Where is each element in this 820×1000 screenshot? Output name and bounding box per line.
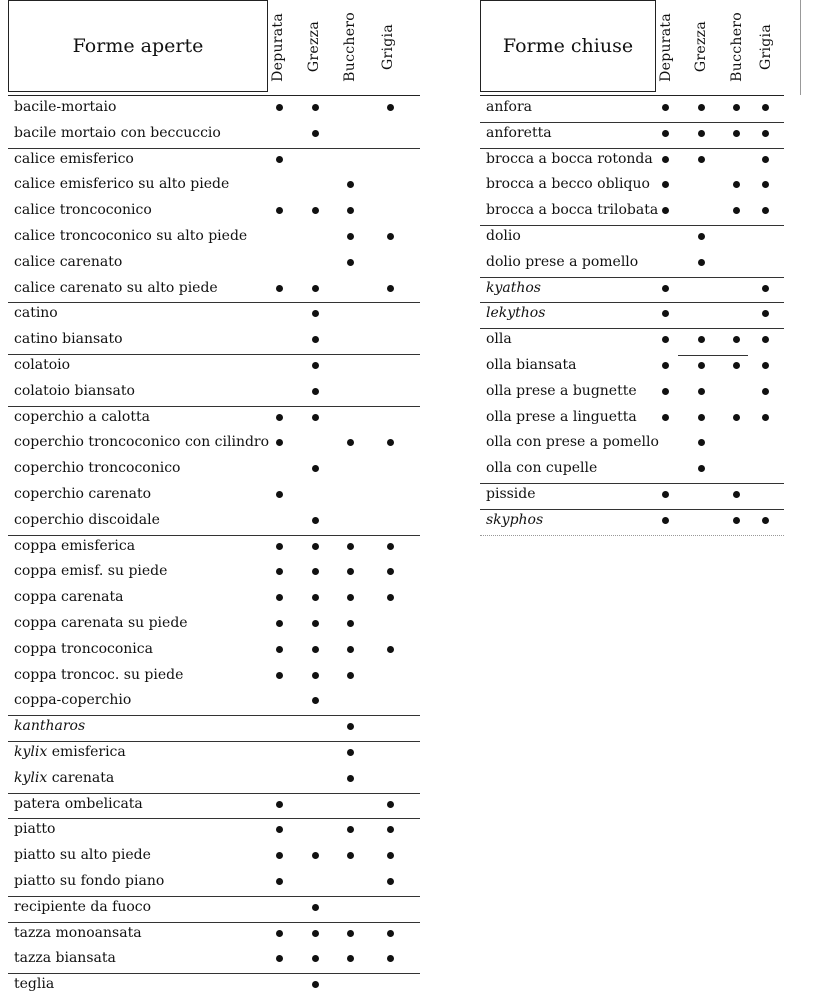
table-row [480, 173, 784, 199]
presence-dot-bucchero [347, 749, 354, 756]
table-row [8, 406, 420, 432]
table-row [8, 612, 420, 638]
presence-dot-grezza [698, 336, 705, 343]
table-row [480, 406, 784, 432]
presence-dot-grigia [387, 826, 394, 833]
presence-dot-bucchero [347, 568, 354, 575]
row-label: kantharos [14, 718, 86, 735]
presence-dot-depurata [276, 439, 283, 446]
presence-dot-grezza [312, 594, 319, 601]
presence-dot-bucchero [347, 852, 354, 859]
row-label: kyathos [486, 279, 541, 296]
row-label: coppa carenata [14, 589, 124, 606]
col-grigia: Grigia [758, 24, 774, 70]
presence-dot-bucchero [347, 233, 354, 240]
row-label: coppa troncoc. su piede [14, 666, 184, 683]
col-grezza: Grezza [306, 21, 322, 73]
row-label: coppa-coperchio [14, 692, 132, 709]
row-label: dolio [486, 228, 521, 244]
row-label: calice emisferico [14, 150, 134, 167]
presence-dot-grigia [762, 181, 769, 188]
row-label: calice carenato [14, 253, 123, 270]
presence-dot-depurata [662, 491, 669, 498]
table-row [480, 148, 784, 174]
table-row [8, 328, 420, 354]
presence-dot-depurata [276, 594, 283, 601]
table-row [480, 277, 784, 303]
presence-dot-grigia [762, 207, 769, 214]
presence-dot-depurata [662, 517, 669, 524]
closed-forms-table [480, 0, 784, 535]
presence-dot-grezza [312, 697, 319, 704]
row-label: coppa carenata su piede [14, 615, 188, 631]
row-label: calice emisferico su alto piede [14, 176, 230, 193]
presence-dot-grigia [762, 130, 769, 137]
closed-forms-header [480, 0, 784, 96]
table-row [8, 535, 420, 561]
table-row [8, 380, 420, 406]
presence-dot-depurata [662, 181, 669, 188]
table-row [480, 380, 784, 406]
row-label: anforetta [486, 124, 552, 141]
presence-dot-grigia [387, 852, 394, 859]
presence-dot-grezza [312, 414, 319, 421]
presence-dot-depurata [276, 491, 283, 498]
presence-dot-grezza [312, 207, 319, 214]
row-label: brocca a becco obliquo [486, 176, 650, 193]
table-row [8, 431, 420, 457]
presence-dot-bucchero [733, 336, 740, 343]
presence-dot-grigia [762, 104, 769, 111]
presence-dot-grezza [698, 130, 705, 137]
presence-dot-grezza [698, 259, 705, 266]
table-row [480, 328, 784, 354]
presence-dot-grigia [387, 439, 394, 446]
presence-dot-depurata [276, 826, 283, 833]
row-label: calice troncoconico su alto piede [14, 228, 248, 244]
presence-dot-grigia [387, 594, 394, 601]
table-row [8, 896, 420, 922]
table-row [8, 689, 420, 715]
presence-dot-bucchero [733, 130, 740, 137]
row-label: coppa emisferica [14, 537, 136, 554]
presence-dot-depurata [276, 543, 283, 550]
col-bucchero: Bucchero [729, 12, 745, 82]
presence-dot-grezza [312, 336, 319, 343]
row-label: pisside [486, 486, 536, 502]
table-row [8, 664, 420, 690]
table-row [480, 483, 784, 509]
table-row [8, 122, 420, 148]
closed-forms-body [480, 96, 784, 535]
presence-dot-grigia [387, 801, 394, 808]
olla-subrule [678, 355, 748, 356]
presence-dot-bucchero [733, 491, 740, 498]
row-label: kylix carenata [14, 769, 115, 786]
presence-dot-bucchero [733, 414, 740, 421]
presence-dot-grigia [762, 310, 769, 317]
presence-dot-grezza [312, 517, 319, 524]
presence-dot-depurata [276, 646, 283, 653]
presence-dot-grezza [312, 852, 319, 859]
col-grigia: Grigia [380, 24, 396, 70]
row-label: olla [486, 331, 512, 348]
presence-dot-grezza [312, 310, 319, 317]
presence-dot-bucchero [347, 259, 354, 266]
presence-dot-bucchero [347, 775, 354, 782]
row-label: olla prese a bugnette [486, 382, 637, 399]
presence-dot-grigia [387, 930, 394, 937]
row-label: catino [14, 305, 58, 322]
row-label: coperchio discoidale [14, 511, 160, 528]
presence-dot-grigia [762, 388, 769, 395]
col-depurata: Depurata [658, 12, 674, 82]
presence-dot-grezza [698, 104, 705, 111]
row-label: catino biansato [14, 331, 123, 348]
presence-dot-depurata [276, 156, 283, 163]
table-row [8, 947, 420, 973]
presence-dot-grezza [312, 646, 319, 653]
presence-dot-depurata [662, 104, 669, 111]
table-row [8, 148, 420, 174]
presence-dot-grigia [387, 233, 394, 240]
row-label: colatoio biansato [14, 382, 135, 399]
table-row [8, 251, 420, 277]
presence-dot-grigia [762, 414, 769, 421]
table-row [480, 96, 784, 122]
table-row [8, 457, 420, 483]
presence-dot-depurata [662, 285, 669, 292]
presence-dot-depurata [662, 414, 669, 421]
col-grezza: Grezza [693, 21, 709, 73]
row-label: tazza biansata [14, 950, 116, 967]
presence-dot-depurata [276, 568, 283, 575]
table-row [480, 122, 784, 148]
table-row [8, 225, 420, 251]
presence-dot-bucchero [347, 620, 354, 627]
presence-dot-grigia [387, 104, 394, 111]
presence-dot-grezza [312, 285, 319, 292]
presence-dot-bucchero [347, 955, 354, 962]
presence-dot-depurata [662, 336, 669, 343]
presence-dot-grigia [387, 285, 394, 292]
presence-dot-grezza [312, 543, 319, 550]
table-row [8, 509, 420, 535]
presence-dot-bucchero [347, 181, 354, 188]
row-label: coppa troncoconica [14, 640, 153, 657]
row-label: piatto su alto piede [14, 847, 151, 864]
table-row [8, 818, 420, 844]
presence-dot-depurata [276, 207, 283, 214]
closed-forms-title: Forme chiuse [480, 0, 656, 92]
table-end-rule [480, 535, 784, 536]
table-row [8, 922, 420, 948]
presence-dot-grezza [312, 465, 319, 472]
table-row [480, 457, 784, 483]
table-row [8, 638, 420, 664]
row-label: coperchio troncoconico con cilindro [14, 434, 270, 451]
presence-dot-bucchero [347, 207, 354, 214]
presence-dot-bucchero [347, 826, 354, 833]
presence-dot-grezza [312, 130, 319, 137]
presence-dot-depurata [276, 285, 283, 292]
presence-dot-depurata [276, 852, 283, 859]
presence-dot-grezza [312, 104, 319, 111]
presence-dot-bucchero [347, 439, 354, 446]
presence-dot-grezza [698, 156, 705, 163]
presence-dot-depurata [662, 156, 669, 163]
presence-dot-bucchero [347, 594, 354, 601]
presence-dot-grigia [762, 517, 769, 524]
presence-dot-bucchero [733, 104, 740, 111]
row-label: olla con prese a pomello [486, 434, 659, 451]
right-rule [800, 0, 801, 95]
row-label: lekythos [486, 305, 546, 322]
row-label: teglia [14, 976, 55, 993]
presence-dot-grigia [762, 156, 769, 163]
row-label: olla con cupelle [486, 460, 598, 477]
presence-dot-grigia [387, 543, 394, 550]
presence-dot-grezza [698, 439, 705, 446]
presence-dot-grezza [698, 465, 705, 472]
table-row [480, 431, 784, 457]
presence-dot-bucchero [733, 207, 740, 214]
col-depurata: Depurata [270, 12, 286, 82]
table-row [8, 767, 420, 793]
presence-dot-bucchero [347, 672, 354, 679]
row-label: piatto su fondo piano [14, 873, 165, 889]
presence-dot-grezza [312, 904, 319, 911]
row-label: brocca a bocca trilobata [486, 202, 659, 219]
presence-dot-bucchero [733, 517, 740, 524]
row-label: coperchio carenato [14, 486, 152, 502]
presence-dot-bucchero [733, 181, 740, 188]
row-label: brocca a bocca rotonda [486, 150, 653, 167]
table-row [8, 741, 420, 767]
table-row [480, 302, 784, 328]
table-row [8, 973, 420, 999]
open-forms-body [8, 96, 420, 999]
presence-dot-grezza [312, 955, 319, 962]
table-row [8, 302, 420, 328]
table-row [480, 354, 784, 380]
table-row [8, 277, 420, 303]
open-forms-title: Forme aperte [8, 0, 268, 92]
presence-dot-grezza [698, 233, 705, 240]
presence-dot-grezza [698, 388, 705, 395]
row-label: recipiente da fuoco [14, 898, 152, 915]
presence-dot-depurata [662, 388, 669, 395]
presence-dot-grezza [312, 388, 319, 395]
presence-dot-grigia [762, 285, 769, 292]
presence-dot-depurata [662, 310, 669, 317]
table-row [480, 251, 784, 277]
table-row [8, 199, 420, 225]
row-label: bacile mortaio con beccuccio [14, 124, 221, 141]
presence-dot-depurata [276, 414, 283, 421]
row-label: piatto [14, 821, 56, 838]
open-forms-header [8, 0, 420, 96]
row-label: coperchio a calotta [14, 408, 150, 425]
presence-dot-grezza [698, 362, 705, 369]
table-row [480, 225, 784, 251]
presence-dot-depurata [276, 672, 283, 679]
presence-dot-grezza [312, 981, 319, 988]
presence-dot-grezza [698, 414, 705, 421]
presence-dot-bucchero [733, 362, 740, 369]
presence-dot-depurata [276, 104, 283, 111]
table-row [8, 844, 420, 870]
presence-dot-grezza [312, 362, 319, 369]
row-label: coperchio troncoconico [14, 460, 181, 477]
presence-dot-grigia [387, 568, 394, 575]
row-label: olla biansata [486, 357, 577, 373]
presence-dot-depurata [276, 878, 283, 885]
presence-dot-bucchero [347, 543, 354, 550]
presence-dot-grezza [312, 620, 319, 627]
presence-dot-grigia [762, 336, 769, 343]
presence-dot-grigia [387, 646, 394, 653]
presence-dot-grigia [762, 362, 769, 369]
table-row [8, 173, 420, 199]
table-row [480, 199, 784, 225]
presence-dot-depurata [276, 955, 283, 962]
table-row [8, 560, 420, 586]
presence-dot-depurata [276, 801, 283, 808]
table-row [8, 870, 420, 896]
presence-dot-bucchero [347, 723, 354, 730]
presence-dot-grigia [387, 878, 394, 885]
presence-dot-bucchero [347, 646, 354, 653]
presence-dot-depurata [276, 620, 283, 627]
presence-dot-grezza [312, 672, 319, 679]
table-row [8, 586, 420, 612]
row-label: calice carenato su alto piede [14, 279, 218, 296]
presence-dot-grigia [387, 955, 394, 962]
row-label: bacile-mortaio [14, 99, 117, 115]
table-row [480, 509, 784, 535]
row-label: kylix emisferica [14, 744, 126, 760]
presence-dot-depurata [662, 130, 669, 137]
row-label: skyphos [486, 511, 544, 528]
table-row [8, 354, 420, 380]
presence-dot-grezza [312, 930, 319, 937]
table-row [8, 483, 420, 509]
presence-dot-grezza [312, 568, 319, 575]
row-label: colatoio [14, 357, 71, 373]
row-label: dolio prese a pomello [486, 253, 639, 270]
row-label: tazza monoansata [14, 924, 142, 941]
table-row [8, 715, 420, 741]
col-bucchero: Bucchero [342, 12, 358, 82]
open-forms-table [8, 0, 420, 999]
row-label: olla prese a linguetta [486, 408, 637, 425]
row-label: patera ombelicata [14, 795, 143, 812]
presence-dot-depurata [662, 362, 669, 369]
presence-dot-bucchero [347, 930, 354, 937]
presence-dot-depurata [662, 207, 669, 214]
table-row [8, 96, 420, 122]
row-label: coppa emisf. su piede [14, 563, 168, 580]
row-label: anfora [486, 99, 533, 115]
table-row [8, 793, 420, 819]
presence-dot-depurata [276, 930, 283, 937]
row-label: calice troncoconico [14, 202, 152, 219]
